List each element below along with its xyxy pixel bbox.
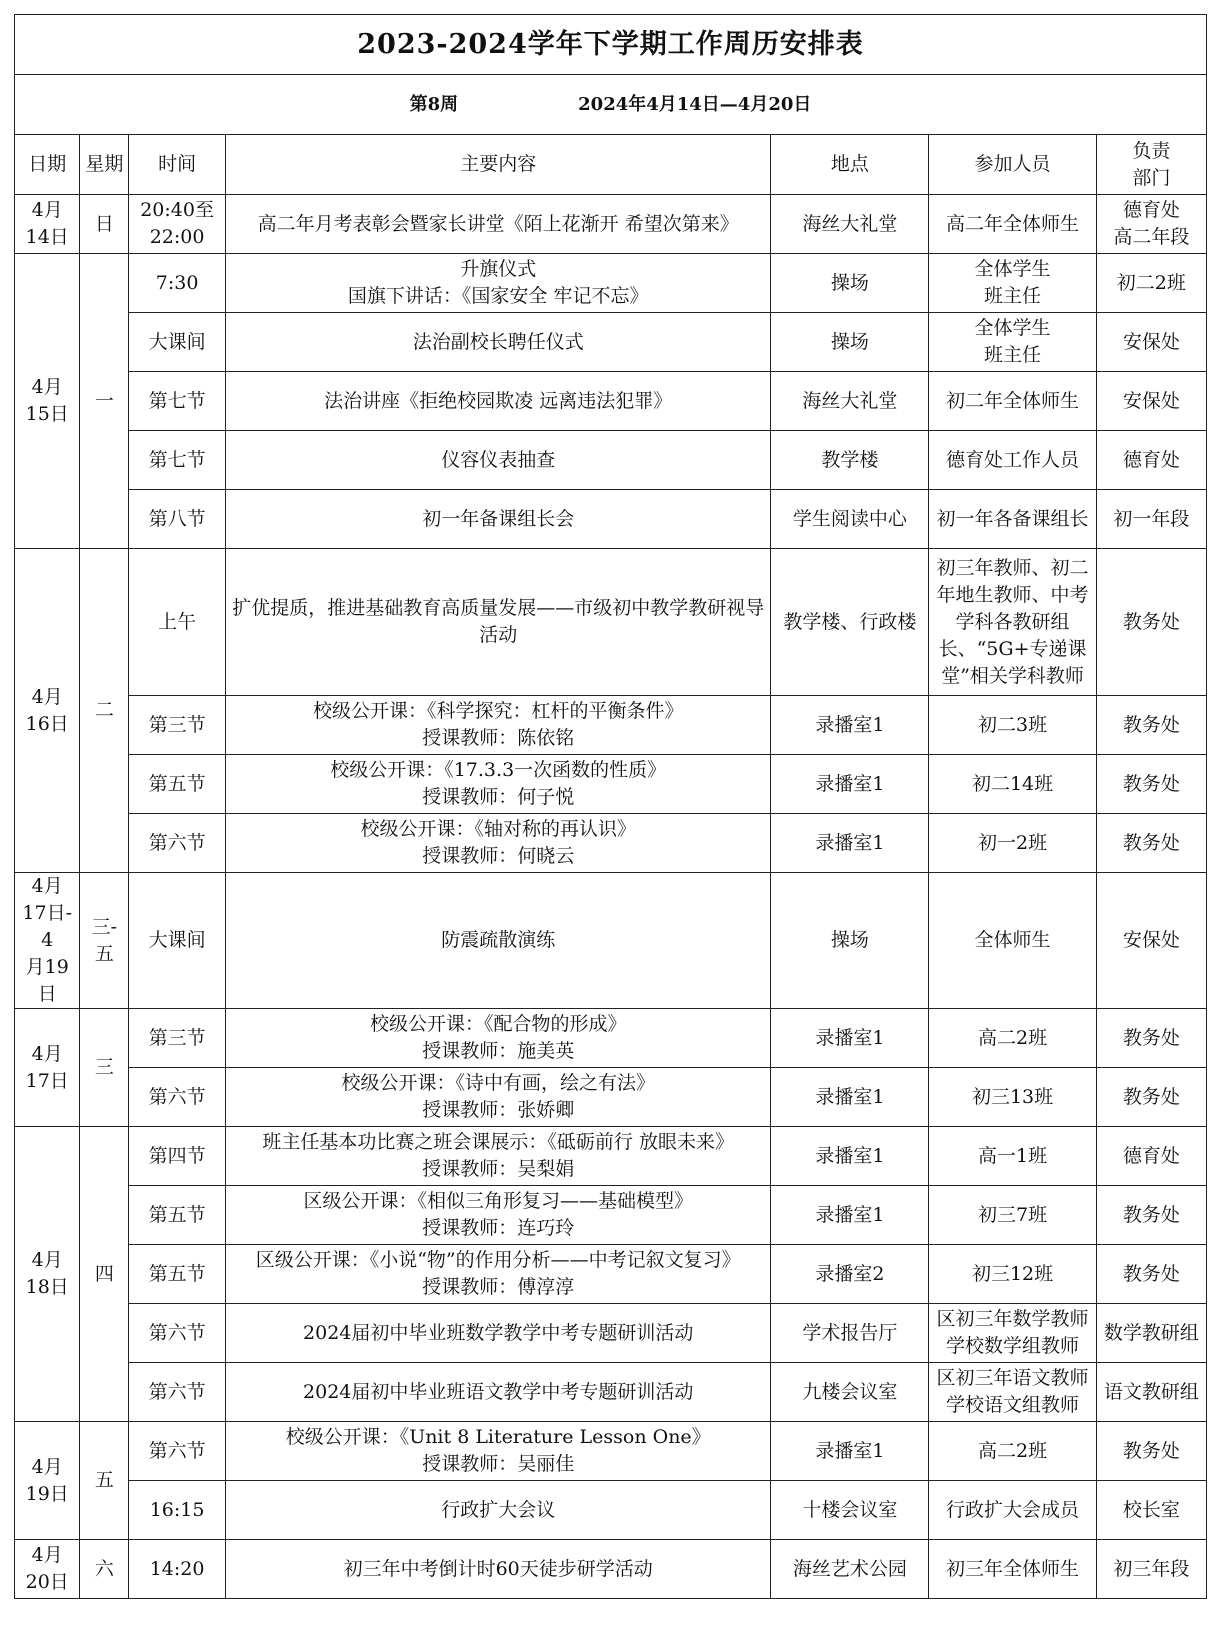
content-cell-line: 授课教师：张娇卿 [422, 1099, 575, 1121]
time-cell [129, 195, 226, 254]
time-cell [129, 1009, 226, 1068]
content-cell-line: 授课教师：吴丽佳 [422, 1453, 575, 1475]
people-cell-line: 全体学生 [974, 317, 1051, 339]
content-cell [225, 1481, 771, 1540]
place-cell-line: 录播室1 [815, 831, 885, 854]
time-cell [129, 1363, 226, 1422]
place-cell [771, 431, 929, 490]
table-row [15, 372, 1207, 431]
dept-cell-line: 初二2班 [1116, 271, 1186, 294]
dept-cell [1096, 1540, 1206, 1599]
weekday-cell: 日 [80, 195, 129, 254]
table-row [15, 1540, 1207, 1599]
content-cell-line: 授课教师：何子悦 [422, 786, 575, 808]
table-row [15, 1304, 1207, 1363]
time-cell-line: 第八节 [148, 507, 206, 530]
place-cell [771, 1481, 929, 1540]
time-cell-line: 第六节 [148, 1439, 206, 1462]
content-cell-line: 授课教师：陈依铭 [422, 727, 575, 749]
table-row [15, 254, 1207, 313]
time-cell [129, 254, 226, 313]
content-cell-line: 法治讲座《拒绝校园欺凌 远离违法犯罪》 [324, 389, 673, 412]
place-cell-line: 海丝大礼堂 [802, 212, 898, 235]
date-cell-line: 17日 [25, 1069, 69, 1092]
people-cell-line: 学校语文组教师 [946, 1394, 1080, 1416]
weekday-cell: 三-五 [80, 873, 129, 1009]
schedule-sheet [14, 14, 1207, 1599]
table-row [15, 1245, 1207, 1304]
content-cell [225, 1422, 771, 1481]
people-cell-line: 初三年全体师生 [946, 1557, 1080, 1580]
place-cell [771, 755, 929, 814]
dept-cell [1096, 1127, 1206, 1186]
time-cell-line: 第五节 [148, 772, 206, 795]
header-row [15, 135, 1207, 195]
time-cell [129, 313, 226, 372]
content-cell-line: 授课教师：施美英 [422, 1040, 575, 1062]
people-cell [929, 1422, 1096, 1481]
content-cell [225, 1245, 771, 1304]
dept-cell-line: 初三年段 [1113, 1557, 1190, 1580]
date-cell-line: 4月 [31, 685, 63, 708]
content-cell-line: 高二年月考表彰会暨家长讲堂《陌上花渐开 希望次第来》 [257, 212, 739, 235]
dept-cell-line: 语文教研组 [1103, 1380, 1199, 1403]
place-cell [771, 1127, 929, 1186]
people-cell [929, 549, 1096, 696]
content-cell-line: 国旗下讲话：《国家安全 牢记不忘》 [347, 285, 649, 307]
time-cell-line: 第六节 [148, 1321, 206, 1344]
content-cell [225, 431, 771, 490]
content-cell [225, 873, 771, 1009]
people-cell-line: 德育处工作人员 [946, 448, 1080, 471]
dept-cell-line: 安保处 [1122, 330, 1180, 353]
place-cell [771, 372, 929, 431]
content-cell-line: 授课教师：何晓云 [422, 845, 575, 867]
time-cell-line: 第七节 [148, 389, 206, 412]
time-cell [129, 490, 226, 549]
time-cell-line: 20:40至 [140, 199, 214, 221]
content-cell [225, 1363, 771, 1422]
table-row [15, 1186, 1207, 1245]
content-cell-line: 区级公开课：《相似三角形复习——基础模型》 [303, 1190, 693, 1212]
place-cell [771, 313, 929, 372]
header-date: 日期 [15, 135, 80, 195]
time-cell-line: 第五节 [148, 1262, 206, 1285]
content-cell [225, 254, 771, 313]
people-cell-line: 初二14班 [971, 772, 1054, 795]
people-cell-line: 区初三年数学教师 [936, 1308, 1089, 1330]
place-cell [771, 1186, 929, 1245]
time-cell [129, 814, 226, 873]
time-cell-line: 大课间 [148, 929, 206, 951]
dept-cell-line: 德育处 [1122, 448, 1180, 471]
dept-cell [1096, 1068, 1206, 1127]
header-dept-line: 负责 [1132, 139, 1171, 162]
content-cell-line: 行政扩大会议 [441, 1498, 556, 1521]
dept-cell [1096, 372, 1206, 431]
people-cell-line: 高一1班 [978, 1144, 1048, 1167]
weekday-cell: 二 [80, 549, 129, 873]
people-cell [929, 1127, 1096, 1186]
people-cell-line: 初三13班 [971, 1085, 1054, 1108]
place-cell-line: 录播室2 [815, 1262, 885, 1285]
place-cell [771, 814, 929, 873]
content-cell [225, 1068, 771, 1127]
dept-cell [1096, 549, 1206, 696]
people-cell [929, 696, 1096, 755]
place-cell-line: 操场 [830, 271, 869, 294]
content-cell-line: 校级公开课：《科学探究：杠杆的平衡条件》 [312, 700, 684, 722]
table-row [15, 755, 1207, 814]
content-cell-line: 校级公开课：《诗中有画，绘之有法》 [341, 1072, 655, 1094]
content-cell-line: 防震疏散演练 [441, 929, 556, 951]
header-weekday: 星期 [80, 135, 129, 195]
dept-cell-line: 教务处 [1122, 713, 1180, 736]
content-cell-line: 授课教师：吴梨娟 [422, 1158, 575, 1180]
table-row [15, 1363, 1207, 1422]
people-cell [929, 1068, 1096, 1127]
content-cell-line: 升旗仪式 [460, 258, 537, 280]
place-cell-line: 学生阅读中心 [792, 507, 907, 530]
people-cell-line: 高二2班 [978, 1439, 1048, 1462]
date-cell-line: 4月 [31, 199, 63, 221]
content-cell-line: 区级公开课：《小说“物”的作用分析——中考记叙文复习》 [255, 1249, 741, 1271]
content-cell-line: 法治副校长聘任仪式 [412, 330, 584, 353]
date-cell-line: 14日 [25, 226, 69, 248]
dept-cell [1096, 814, 1206, 873]
time-cell-line: 第四节 [148, 1144, 206, 1167]
people-cell-line: 班主任 [984, 344, 1042, 366]
week-range: 2024年4月14日—4月20日 [578, 94, 812, 115]
date-cell [15, 195, 80, 254]
weekday-cell: 六 [80, 1540, 129, 1599]
table-row [15, 313, 1207, 372]
table-row [15, 549, 1207, 696]
time-cell-line: 22:00 [149, 226, 205, 248]
place-cell-line: 录播室1 [815, 1144, 885, 1167]
dept-cell-line: 教务处 [1122, 1203, 1180, 1226]
people-cell-line: 班主任 [984, 285, 1042, 307]
place-cell-line: 操场 [830, 330, 869, 353]
people-cell-line: 高二2班 [978, 1026, 1048, 1049]
place-cell-line: 海丝艺术公园 [792, 1557, 907, 1580]
date-cell [15, 1422, 80, 1540]
dept-cell-line: 教务处 [1122, 1439, 1180, 1462]
content-cell-line: 班主任基本功比赛之班会课展示：《砥砺前行 放眼未来》 [262, 1131, 734, 1153]
place-cell [771, 873, 929, 1009]
time-cell-line: 第七节 [148, 448, 206, 471]
place-cell-line: 九楼会议室 [802, 1380, 898, 1403]
time-cell [129, 1304, 226, 1363]
time-cell-line: 第六节 [148, 1380, 206, 1403]
content-cell-line: 校级公开课：《配合物的形成》 [369, 1013, 627, 1035]
people-cell [929, 1245, 1096, 1304]
time-cell [129, 755, 226, 814]
dept-cell [1096, 1481, 1206, 1540]
place-cell-line: 教学楼、行政楼 [783, 610, 917, 633]
header-dept-line: 部门 [1132, 166, 1171, 189]
people-cell-line: 全体学生 [974, 258, 1051, 280]
table-row [15, 1127, 1207, 1186]
dept-cell [1096, 1304, 1206, 1363]
date-cell-line: 4月 [31, 376, 63, 398]
header-place: 地点 [771, 135, 929, 195]
date-cell-line: 4月 [31, 1455, 63, 1478]
people-cell-line: 学校数学组教师 [946, 1335, 1080, 1357]
time-cell-line: 大课间 [148, 330, 206, 353]
dept-cell [1096, 313, 1206, 372]
place-cell-line: 录播室1 [815, 772, 885, 795]
date-cell [15, 254, 80, 549]
date-cell [15, 549, 80, 873]
place-cell [771, 1068, 929, 1127]
time-cell [129, 1422, 226, 1481]
people-cell [929, 313, 1096, 372]
content-cell [225, 1540, 771, 1599]
dept-cell [1096, 1363, 1206, 1422]
place-cell [771, 1540, 929, 1599]
people-cell [929, 1186, 1096, 1245]
content-cell-line: 初三年中考倒计时60天徒步研学活动 [343, 1557, 653, 1580]
place-cell-line: 学术报告厅 [802, 1321, 898, 1344]
time-cell [129, 549, 226, 696]
header-dept [1096, 135, 1206, 195]
time-cell [129, 1540, 226, 1599]
table-row [15, 1009, 1207, 1068]
date-cell-line: 15日 [25, 403, 69, 425]
place-cell [771, 696, 929, 755]
dept-cell-line: 教务处 [1122, 1085, 1180, 1108]
people-cell [929, 372, 1096, 431]
date-cell-line: 4月 [31, 1544, 63, 1566]
people-cell-line: 区初三年语文教师 [936, 1367, 1089, 1389]
dept-cell [1096, 254, 1206, 313]
people-cell-line: 初二年全体师生 [946, 389, 1080, 412]
place-cell [771, 195, 929, 254]
place-cell-line: 录播室1 [815, 1203, 885, 1226]
place-cell-line: 十楼会议室 [802, 1498, 898, 1521]
date-cell-line: 20日 [25, 1571, 69, 1593]
place-cell-line: 录播室1 [815, 1085, 885, 1108]
content-cell-line: 授课教师：傅淳淳 [422, 1276, 575, 1298]
header-time: 时间 [129, 135, 226, 195]
people-cell [929, 254, 1096, 313]
time-cell-line: 第五节 [148, 1203, 206, 1226]
dept-cell-line: 教务处 [1122, 1026, 1180, 1049]
dept-cell [1096, 195, 1206, 254]
people-cell-line: 初一年各备课组长 [936, 507, 1089, 530]
place-cell-line: 录播室1 [815, 1439, 885, 1462]
date-cell-line: 4月 [31, 875, 63, 897]
week-banner [15, 75, 1207, 135]
time-cell [129, 1186, 226, 1245]
date-cell [15, 1009, 80, 1127]
dept-cell [1096, 755, 1206, 814]
date-cell-line: 18日 [25, 1276, 69, 1298]
people-cell [929, 1481, 1096, 1540]
schedule-body [15, 195, 1207, 1599]
place-cell [771, 1304, 929, 1363]
dept-cell-line: 安保处 [1122, 929, 1180, 951]
dept-cell-line: 安保处 [1122, 389, 1180, 412]
people-cell [929, 755, 1096, 814]
date-cell-line: 17日-4 [22, 902, 73, 951]
people-cell-line: 初三年教师、初二年地生教师、中考学科各教研组长、“5G+专递课堂”相关学科教师 [936, 556, 1089, 687]
weekday-cell: 三 [80, 1009, 129, 1127]
table-row [15, 696, 1207, 755]
dept-cell [1096, 490, 1206, 549]
dept-cell [1096, 873, 1206, 1009]
people-cell-line: 全体师生 [974, 929, 1051, 951]
people-cell-line: 初一2班 [978, 831, 1048, 854]
time-cell-line: 第三节 [148, 1026, 206, 1049]
table-row [15, 814, 1207, 873]
people-cell [929, 1540, 1096, 1599]
content-cell [225, 372, 771, 431]
content-cell-line: 校级公开课：《Unit 8 Literature Lesson One》 [285, 1426, 711, 1448]
time-cell [129, 431, 226, 490]
content-cell [225, 490, 771, 549]
content-cell [225, 195, 771, 254]
place-cell [771, 1009, 929, 1068]
people-cell [929, 873, 1096, 1009]
time-cell [129, 873, 226, 1009]
weekday-cell: 一 [80, 254, 129, 549]
date-cell-line: 4月 [31, 1042, 63, 1065]
place-cell [771, 1363, 929, 1422]
people-cell-line: 高二年全体师生 [946, 212, 1080, 235]
date-cell-line: 19日 [25, 1482, 69, 1505]
dept-cell [1096, 1422, 1206, 1481]
date-cell [15, 1127, 80, 1422]
content-cell-line: 仪容仪表抽查 [441, 448, 556, 471]
people-cell-line: 初三12班 [971, 1262, 1054, 1285]
people-cell [929, 814, 1096, 873]
people-cell [929, 490, 1096, 549]
dept-cell [1096, 696, 1206, 755]
dept-cell-line: 教务处 [1122, 772, 1180, 795]
time-cell-line: 第六节 [148, 1085, 206, 1108]
content-cell [225, 1127, 771, 1186]
content-cell [225, 1186, 771, 1245]
header-content: 主要内容 [225, 135, 771, 195]
place-cell-line: 录播室1 [815, 713, 885, 736]
time-cell [129, 1481, 226, 1540]
people-cell [929, 1009, 1096, 1068]
dept-cell-line: 教务处 [1122, 610, 1180, 633]
place-cell-line: 海丝大礼堂 [802, 389, 898, 412]
content-cell [225, 755, 771, 814]
place-cell-line: 教学楼 [821, 448, 879, 471]
weekday-cell: 五 [80, 1422, 129, 1540]
content-cell-line: 授课教师：连巧玲 [422, 1217, 575, 1239]
people-cell [929, 431, 1096, 490]
dept-cell [1096, 1186, 1206, 1245]
table-row [15, 1422, 1207, 1481]
date-cell [15, 1540, 80, 1599]
dept-cell-line: 教务处 [1122, 1262, 1180, 1285]
people-cell-line: 初三7班 [978, 1203, 1048, 1226]
time-cell-line: 7:30 [155, 271, 199, 294]
content-cell-line: 扩优提质，推进基础教育高质量发展——市级初中教学教研视导活动 [232, 597, 765, 646]
time-cell [129, 1068, 226, 1127]
time-cell [129, 372, 226, 431]
dept-cell [1096, 1009, 1206, 1068]
place-cell [771, 549, 929, 696]
content-cell-line: 2024届初中毕业班语文教学中考专题研训活动 [303, 1380, 694, 1403]
dept-cell [1096, 1245, 1206, 1304]
table-row [15, 490, 1207, 549]
content-cell-line: 校级公开课：《17.3.3一次函数的性质》 [330, 759, 667, 781]
weekday-cell: 四 [80, 1127, 129, 1422]
dept-cell-line: 德育处 [1122, 1144, 1180, 1167]
table-row [15, 873, 1207, 1009]
date-cell-line: 月19日 [25, 956, 69, 1005]
place-cell-line: 操场 [830, 929, 869, 951]
people-cell [929, 1304, 1096, 1363]
content-cell [225, 549, 771, 696]
header-people: 参加人员 [929, 135, 1096, 195]
week-label: 第8周 [409, 94, 459, 115]
time-cell-line: 第六节 [148, 831, 206, 854]
time-cell [129, 1245, 226, 1304]
place-cell-line: 录播室1 [815, 1026, 885, 1049]
time-cell [129, 696, 226, 755]
dept-cell-line: 数学教研组 [1103, 1321, 1199, 1344]
content-cell-line: 初一年备课组长会 [422, 507, 575, 530]
content-cell [225, 814, 771, 873]
content-cell [225, 1009, 771, 1068]
time-cell-line: 14:20 [149, 1557, 205, 1580]
date-cell-line: 16日 [25, 712, 69, 735]
dept-cell [1096, 431, 1206, 490]
table-row [15, 1481, 1207, 1540]
time-cell [129, 1127, 226, 1186]
place-cell [771, 1422, 929, 1481]
content-cell-line: 2024届初中毕业班数学教学中考专题研训活动 [303, 1321, 694, 1344]
content-cell-line: 校级公开课：《轴对称的再认识》 [360, 818, 636, 840]
dept-cell-line: 初一年段 [1113, 507, 1190, 530]
place-cell [771, 254, 929, 313]
place-cell [771, 490, 929, 549]
schedule-table [14, 14, 1207, 1599]
table-row [15, 431, 1207, 490]
dept-cell-line: 校长室 [1122, 1498, 1180, 1521]
people-cell [929, 1363, 1096, 1422]
date-cell [15, 873, 80, 1009]
table-row [15, 1068, 1207, 1127]
dept-cell-line: 高二年段 [1113, 226, 1190, 248]
dept-cell-line: 教务处 [1122, 831, 1180, 854]
time-cell-line: 16:15 [149, 1498, 205, 1521]
time-cell-line: 第三节 [148, 713, 206, 736]
people-cell [929, 195, 1096, 254]
dept-cell-line: 德育处 [1122, 199, 1180, 221]
date-cell-line: 4月 [31, 1249, 63, 1271]
time-cell-line: 上午 [158, 610, 197, 633]
place-cell [771, 1245, 929, 1304]
content-cell [225, 1304, 771, 1363]
content-cell [225, 696, 771, 755]
table-row [15, 195, 1207, 254]
page-title: 2023-2024学年下学期工作周历安排表 [15, 15, 1207, 75]
content-cell [225, 313, 771, 372]
people-cell-line: 初二3班 [978, 713, 1048, 736]
people-cell-line: 行政扩大会成员 [946, 1498, 1080, 1521]
